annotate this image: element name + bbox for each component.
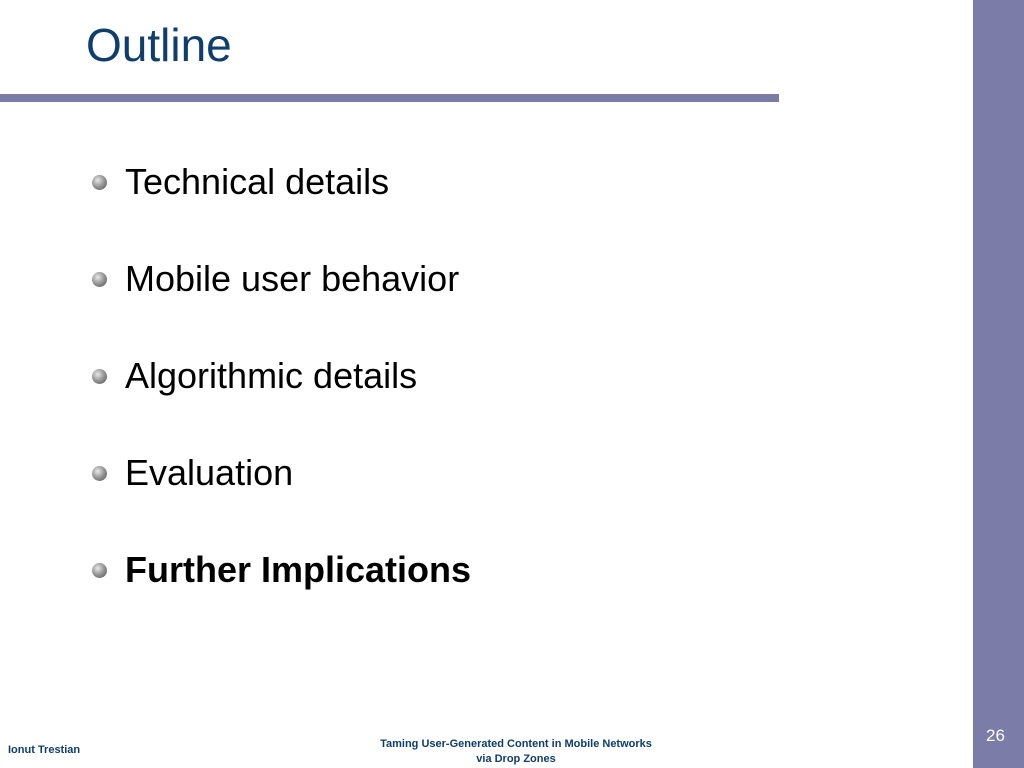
footer-author: Ionut Trestian	[8, 744, 81, 756]
round-bullet-icon	[92, 272, 107, 287]
bullet-item	[92, 157, 471, 254]
side-accent-band	[973, 0, 1024, 768]
round-bullet-icon	[92, 175, 107, 190]
title-underline-rule	[0, 94, 779, 102]
footer-presentation-title	[316, 737, 716, 767]
round-bullet-icon	[92, 466, 107, 481]
bullet-text: Mobile user behavior	[125, 258, 460, 299]
slide-title: Outline	[86, 19, 232, 71]
round-bullet-icon	[92, 563, 107, 578]
bullet-text: Algorithmic details	[125, 355, 418, 396]
footer-title-line-1: Taming User-Generated Content in Mobile Networks	[380, 738, 652, 750]
round-bullet-icon	[92, 369, 107, 384]
bullet-item	[92, 254, 471, 351]
bullet-list	[92, 157, 471, 642]
bullet-text-current: Further Implications	[125, 549, 472, 590]
slide-number: 26	[986, 726, 1005, 745]
bullet-item-current	[92, 545, 471, 642]
bullet-item	[92, 351, 471, 448]
bullet-text: Technical details	[125, 161, 390, 202]
bullet-item	[92, 448, 471, 545]
bullet-text: Evaluation	[125, 452, 294, 493]
footer-title-line-2: via Drop Zones	[476, 753, 556, 765]
